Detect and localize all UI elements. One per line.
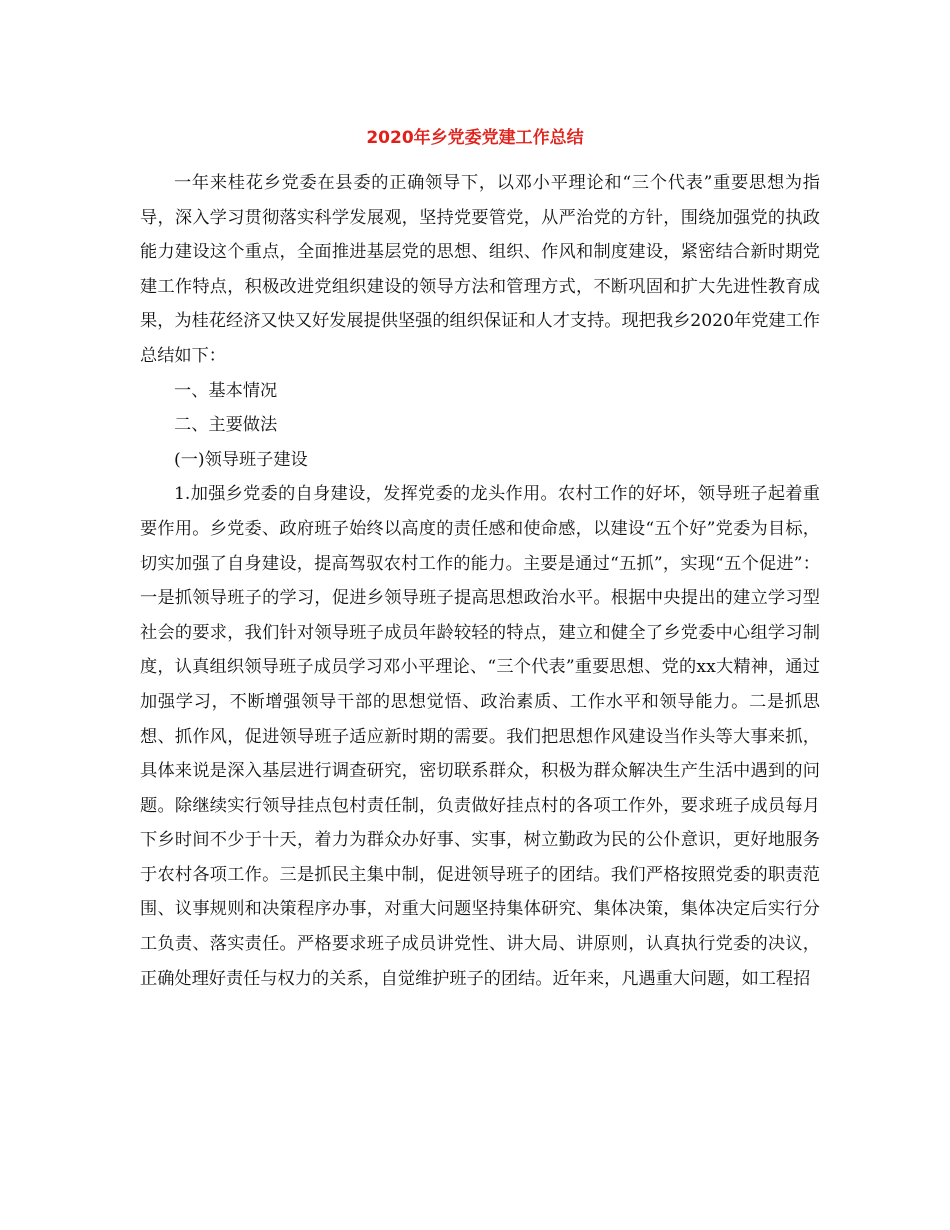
document-body: [140, 166, 820, 996]
document-title: 2020年乡党委党建工作总结: [366, 128, 584, 148]
paragraph-leadership-detail: 1.加强乡党委的自身建设，发挥党委的龙头作用。农村工作的好坏，领导班子起着重要作用。乡党委、政府班子始终以高度的责任感和使命感，以建设“五个好”党委为目标，切实加强了自身建设，提高驾驭农村工作的能力。主要是通过“五抓”，实现“五个促进”：一是抓领导班子的学习，促进乡领导班子提高思想政治水平。根据中央提出的建立学习型社会的要求，我们针对领导班子成员年龄较轻的特点，建立和健全了乡党委中心组学习制度，认真组织领导班子成员学习邓小平理论、“三个代表”重要思想、党的xx大精神，通过加强学习，不断增强领导干部的思想觉悟、政治素质、工作水平和领导能力。二是抓思想、抓作风，促进领导班子适应新时期的需要。我们把思想作风建设当作头等大事来抓，具体来说是深入基层进行调查研究，密切联系群众，积极为群众解决生产生活中遇到的问题。除继续实行领导挂点包村责任制，负责做好挂点村的各项工作外，要求班子成员每月下乡时间不少于十天，着力为群众办好事、实事，树立勤政为民的公仆意识，更好地服务于农村各项工作。三是抓民主集中制，促进领导班子的团结。我们严格按照党委的职责范围、议事规则和决策程序办事，对重大问题坚持集体研究、集体决策，集体决定后实行分工负责、落实责任。严格要求班子成员讲党性、讲大局、讲原则，认真执行党委的决议，正确处理好责任与权力的关系，自觉维护班子的团结。近年来，凡遇重大问题，如工程招: [140, 484, 820, 989]
section-heading-practices: 二、主要做法: [174, 415, 278, 436]
section-heading-basic: 一、基本情况: [174, 380, 278, 401]
subsection-heading-leadership: (一)领导班子建设: [174, 449, 308, 470]
paragraph-intro: 一年来桂花乡党委在县委的正确领导下，以邓小平理论和“三个代表”重要思想为指导，深入学习贯彻落实科学发展观，坚持党要管党，从严治党的方针，围绕加强党的执政能力建设这个重点，全面推进基层党的思想、组织、作风和制度建设，紧密结合新时期党建工作特点，积极改进党组织建设的领导方法和管理方式，不断巩固和扩大先进性教育成果，为桂花经济又快又好发展提供坚强的组织保证和人才支持。现把我乡2020年党建工作总结如下：: [140, 173, 820, 366]
